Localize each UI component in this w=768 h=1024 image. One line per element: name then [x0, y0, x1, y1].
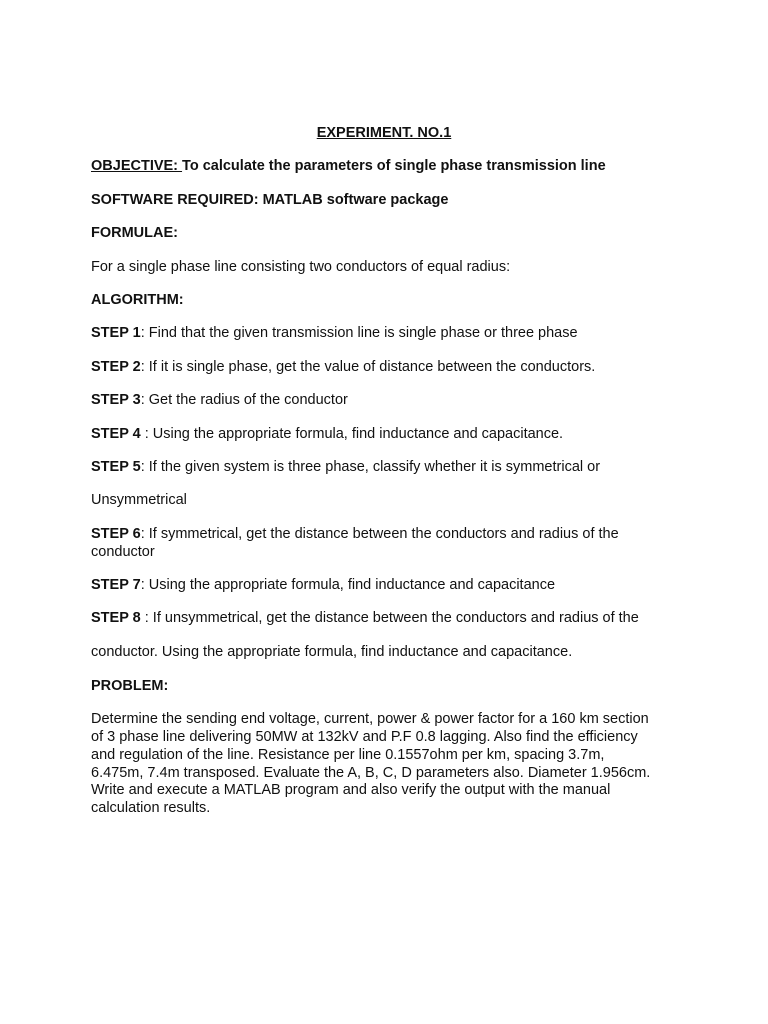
problem-line: of 3 phase line delivering 50MW at 132kV and P.F 0.8 lagging. Also find the efficiency: [91, 729, 638, 745]
step-label: STEP 8: [91, 610, 141, 626]
step-text: : If symmetrical, get the distance between the conductors and radius of the: [140, 526, 619, 542]
software-line: [91, 191, 691, 209]
step-4: [91, 425, 691, 443]
formulae-heading: FORMULAE:: [91, 225, 178, 241]
problem-line: Write and execute a MATLAB program and also verify the output with the manual: [91, 782, 611, 798]
step-text: : Using the appropriate formula, find inductance and capacitance: [140, 577, 556, 593]
objective-label: OBJECTIVE:: [91, 158, 183, 174]
step-5: [91, 458, 691, 476]
step-text: : If the given system is three phase, classify whether it is symmetrical or: [140, 459, 601, 475]
problem-line: calculation results.: [91, 800, 211, 816]
step-label: STEP 4: [91, 426, 141, 442]
step-text: : Using the appropriate formula, find inductance and capacitance.: [140, 426, 564, 442]
step-3: [91, 391, 691, 409]
step-2: [91, 358, 691, 376]
step-text: : If it is single phase, get the value of distance between the conductors.: [140, 359, 596, 375]
step-1: [91, 324, 691, 342]
step-6-continuation: conductor: [91, 544, 155, 560]
step-label: STEP 6: [91, 526, 141, 542]
experiment-title: EXPERIMENT. NO.1: [316, 125, 452, 141]
problem-line: and regulation of the line. Resistance per line 0.1557ohm per km, spacing 3.7m,: [91, 747, 605, 763]
problem-heading: PROBLEM:: [91, 678, 169, 694]
step-label: STEP 7: [91, 577, 141, 593]
software-text: MATLAB software package: [258, 192, 449, 208]
step-8-continuation: conductor. Using the appropriate formula, find inductance and capacitance.: [91, 644, 573, 660]
problem-line: 6.475m, 7.4m transposed. Evaluate the A, B, C, D parameters also. Diameter 1.956cm.: [91, 765, 651, 781]
step-6: [91, 525, 691, 543]
step-text: : Get the radius of the conductor: [140, 392, 348, 408]
step-8: [91, 609, 691, 627]
step-label: STEP 2: [91, 359, 141, 375]
problem-line: Determine the sending end voltage, current, power & power factor for a 160 km section: [91, 711, 649, 727]
step-label: STEP 1: [91, 325, 141, 341]
algorithm-heading: ALGORITHM:: [91, 292, 184, 308]
software-label: SOFTWARE REQUIRED:: [91, 192, 259, 208]
step-text: : If unsymmetrical, get the distance between the conductors and radius of the: [140, 610, 639, 626]
step-5-continuation: Unsymmetrical: [91, 492, 187, 508]
step-7: [91, 576, 691, 594]
objective-text: To calculate the parameters of single phase transmission line: [182, 158, 606, 174]
step-label: STEP 5: [91, 459, 141, 475]
formulae-text: For a single phase line consisting two conductors of equal radius:: [91, 259, 511, 275]
objective-line: [91, 157, 691, 175]
step-text: : Find that the given transmission line is single phase or three phase: [140, 325, 578, 341]
step-label: STEP 3: [91, 392, 141, 408]
